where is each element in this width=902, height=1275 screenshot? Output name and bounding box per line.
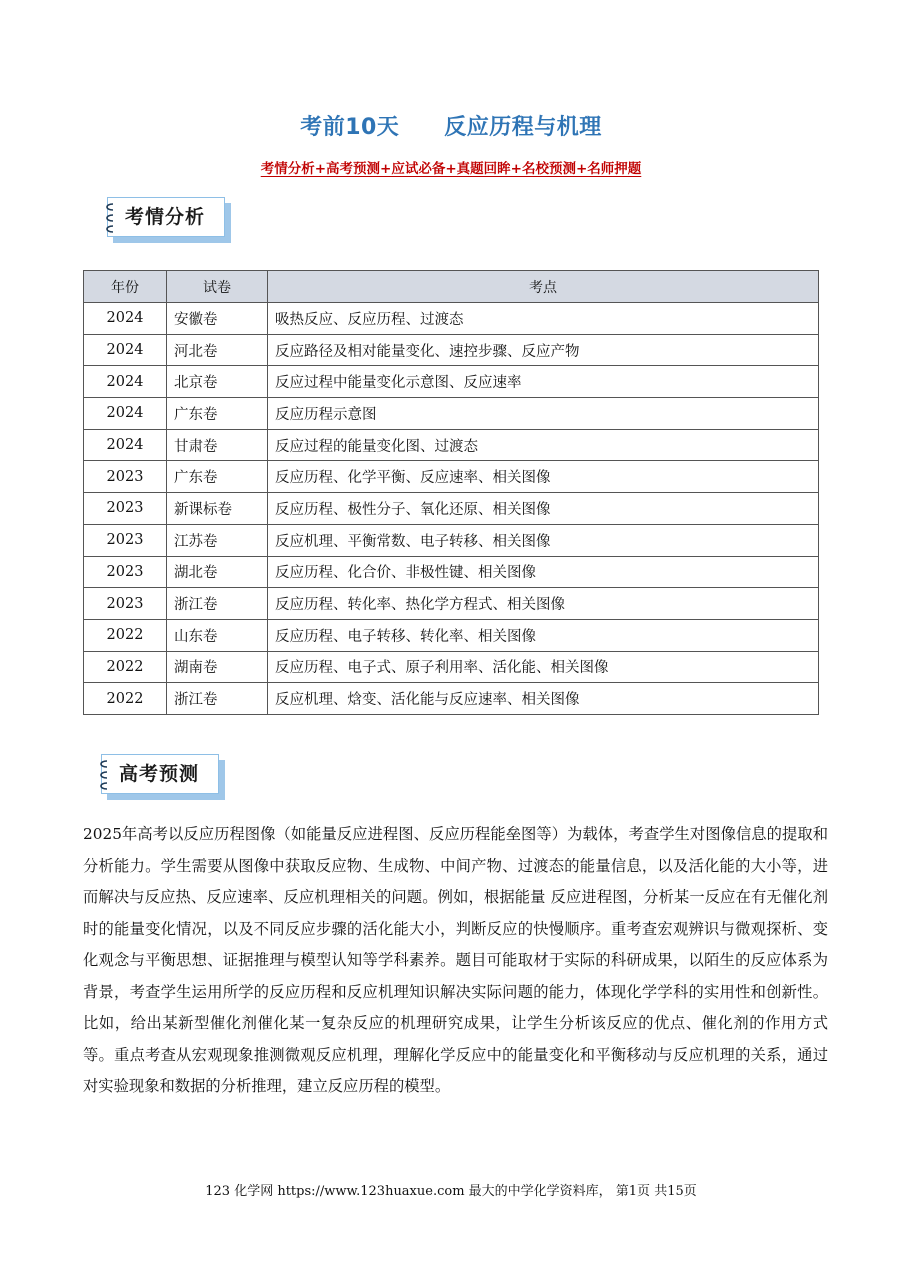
cell-paper: 湖北卷 [167, 556, 268, 588]
cell-points: 反应历程示意图 [268, 398, 819, 430]
cell-paper: 北京卷 [167, 366, 268, 398]
header-paper: 试卷 [167, 271, 268, 303]
section-title-analysis: 考情分析 [125, 206, 206, 228]
prediction-paragraph: 2025年高考以反应历程图像（如能量反应进程图、反应历程能垒图等）为载体，考查学生对图像信息的提取和分析能力。学生需要从图像中获取反应物、生成物、中间产物、过渡态的能量信息，以及活化能的大小等，进而解决与反应热、反应速率、反应机理相关的问题。例如，根据能量 反应进程图，分析某一反应在有无催化剂时的能量变化情况，以及不同反应步骤的活化能大小，判断反应的快慢顺序。重考查宏观辨识与微观探析、变化观念与平衡思想、证据推理与模型认知等学科素养。题目可能取材于实际的科研成果，以陌生的反应体系为背景，考查学生运用所学的反应历程和反应机理知识解决实际问题的能力，体现化学学科的实用性和创新性。比如，给出某新型催化剂催化某一复杂反应的机理研究成果，让学生分析该反应的优点、催化剂的作用方式等。重点考查从宏观现象推测微观反应机理，理解化学反应中的能量变化和平衡移动与反应机理的关系，通过对实验现象和数据的分析推理，建立反应历程的模型。 [83, 825, 828, 1095]
table-row [84, 461, 819, 493]
table-row [84, 556, 819, 588]
cell-points: 反应路径及相对能量变化、速控步骤、反应产物 [268, 334, 819, 366]
cell-year: 2024 [84, 398, 167, 430]
table-row [84, 619, 819, 651]
spiral-notebook-icon [103, 199, 117, 237]
cell-year: 2023 [84, 493, 167, 525]
cell-points: 反应历程、电子式、原子利用率、活化能、相关图像 [268, 651, 819, 683]
cell-points: 反应历程、化学平衡、反应速率、相关图像 [268, 461, 819, 493]
cell-points: 反应历程、电子转移、转化率、相关图像 [268, 619, 819, 651]
cell-year: 2024 [84, 334, 167, 366]
table-row [84, 683, 819, 715]
table-row [84, 524, 819, 556]
cell-paper: 浙江卷 [167, 683, 268, 715]
cell-paper: 广东卷 [167, 461, 268, 493]
table-row [84, 429, 819, 461]
cell-year: 2023 [84, 556, 167, 588]
spiral-notebook-icon [97, 756, 111, 794]
cell-year: 2024 [84, 429, 167, 461]
header-points: 考点 [268, 271, 819, 303]
table-row [84, 303, 819, 335]
page-subtitle [0, 157, 902, 177]
table-header-row [84, 271, 819, 303]
cell-paper: 湖南卷 [167, 651, 268, 683]
exam-analysis-table [83, 270, 819, 715]
page-footer: 123 化学网 https://www.123huaxue.com 最大的中学化学资料库， 第1页 共15页 [205, 1184, 697, 1199]
cell-year: 2022 [84, 683, 167, 715]
page-title: 考前10天 反应历程与机理 [300, 115, 602, 140]
cell-paper: 山东卷 [167, 619, 268, 651]
table-row [84, 366, 819, 398]
cell-paper: 河北卷 [167, 334, 268, 366]
table-body [84, 303, 819, 715]
cell-paper: 新课标卷 [167, 493, 268, 525]
cell-paper: 浙江卷 [167, 588, 268, 620]
cell-paper: 甘肃卷 [167, 429, 268, 461]
cell-points: 吸热反应、反应历程、过渡态 [268, 303, 819, 335]
section-title-prediction: 高考预测 [119, 763, 200, 785]
subtitle-text: 考情分析+高考预测+应试必备+真题回眸+名校预测+名师押题 [260, 161, 642, 177]
cell-paper: 安徽卷 [167, 303, 268, 335]
cell-year: 2023 [84, 588, 167, 620]
cell-points: 反应过程的能量变化图、过渡态 [268, 429, 819, 461]
cell-points: 反应机理、平衡常数、电子转移、相关图像 [268, 524, 819, 556]
cell-year: 2024 [84, 366, 167, 398]
cell-paper: 江苏卷 [167, 524, 268, 556]
cell-year: 2023 [84, 461, 167, 493]
header-year: 年份 [84, 271, 167, 303]
cell-points: 反应历程、化合价、非极性键、相关图像 [268, 556, 819, 588]
section-badge-analysis [103, 195, 231, 243]
cell-points: 反应历程、极性分子、氧化还原、相关图像 [268, 493, 819, 525]
cell-points: 反应历程、转化率、热化学方程式、相关图像 [268, 588, 819, 620]
table-row [84, 334, 819, 366]
section-badge-prediction [97, 752, 225, 800]
cell-points: 反应机理、焓变、活化能与反应速率、相关图像 [268, 683, 819, 715]
table-row [84, 651, 819, 683]
cell-points: 反应过程中能量变化示意图、反应速率 [268, 366, 819, 398]
cell-paper: 广东卷 [167, 398, 268, 430]
table-row [84, 588, 819, 620]
cell-year: 2022 [84, 619, 167, 651]
table-row [84, 493, 819, 525]
table-row [84, 398, 819, 430]
cell-year: 2022 [84, 651, 167, 683]
cell-year: 2024 [84, 303, 167, 335]
cell-year: 2023 [84, 524, 167, 556]
